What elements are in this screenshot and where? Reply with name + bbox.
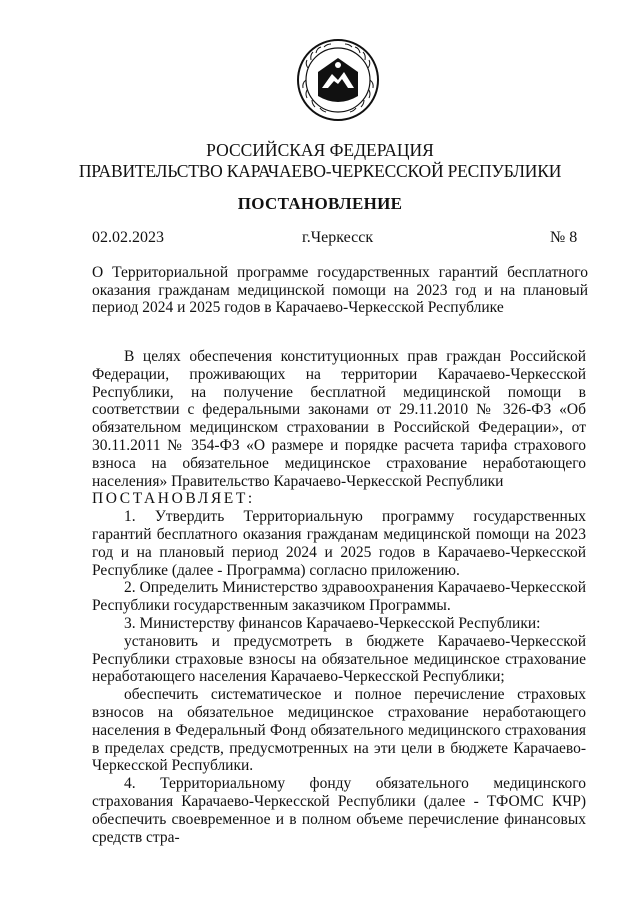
document-body: [92, 348, 586, 846]
resolves-heading: ПОСТАНОВЛЯЕТ:: [92, 490, 255, 508]
paragraph-3b: обеспечить систематическое и полное перечисление страховых взносов на обязательное медицинское страхование неработающего населения в Федеральный Фонд обязательного медицинского страхования в пределах средств, предусмотренных на эти цели в бюджете Карачаево-Черкесской Республики.: [92, 686, 586, 775]
document-subject: О Территориальной программе государственных гарантий бесплатного оказания гражданам медицинской помощи на 2023 год и на плановый период 2024 и 2025 годов в Карачаево-Черкесской Республике: [92, 264, 588, 316]
paragraph-3a: установить и предусмотреть в бюджете Карачаево-Черкесской Республики страховые взносы на обязательное медицинское страхование неработающего населения Карачаево-Черкесской Республики;: [92, 632, 586, 686]
paragraph-1: 1. Утвердить Территориальную программу государственных гарантий бесплатного оказания гражданам медицинской помощи на 2023 год и на плановый период 2024 и 2025 годов в Карачаево-Черкесской Республике (далее - Программа) согласно приложению.: [92, 508, 586, 579]
document-city: г.Черкесск: [302, 229, 374, 246]
coat-of-arms-icon: [296, 38, 380, 122]
header-government: ПРАВИТЕЛЬСТВО КАРАЧАЕВО-ЧЕРКЕССКОЙ РЕСПУБЛИКИ: [78, 161, 562, 181]
document-number: № 8: [550, 229, 578, 246]
coat-of-arms-emblem: [296, 38, 380, 122]
paragraph-2: 2. Определить Министерство здравоохранения Карачаево-Черкесской Республики государственным заказчиком Программы.: [92, 579, 586, 615]
document-type-title: ПОСТАНОВЛЕНИЕ: [237, 194, 403, 213]
paragraph-4: 4. Территориальному фонду обязательного медицинского страхования Карачаево-Черкесской Республики (далее - ТФОМС КЧР) обеспечить своевременное и в полном объеме перечисление финансовых средств стра-: [92, 775, 586, 846]
paragraph-3: 3. Министерству финансов Карачаево-Черкесской Республики:: [124, 614, 541, 632]
document-date: 02.02.2023: [92, 229, 164, 246]
header-country: РОССИЙСКАЯ ФЕДЕРАЦИЯ: [206, 140, 434, 160]
preamble-paragraph: В целях обеспечения конституционных прав граждан Российской Федерации, проживающих на территории Карачаево-Черкесской Республики, на получение бесплатной медицинской помощи в соответствии с федеральными законами от 29.11.2010 № 326-ФЗ «Об обязательном медицинском страховании в Российской Федерации», от 30.11.2011 № 354-ФЗ «О размере и порядке расчета тарифа страхового взноса на обязательное медицинское страхование неработающего населения» Правительство Карачаево-Черкесской Республики: [92, 348, 586, 490]
